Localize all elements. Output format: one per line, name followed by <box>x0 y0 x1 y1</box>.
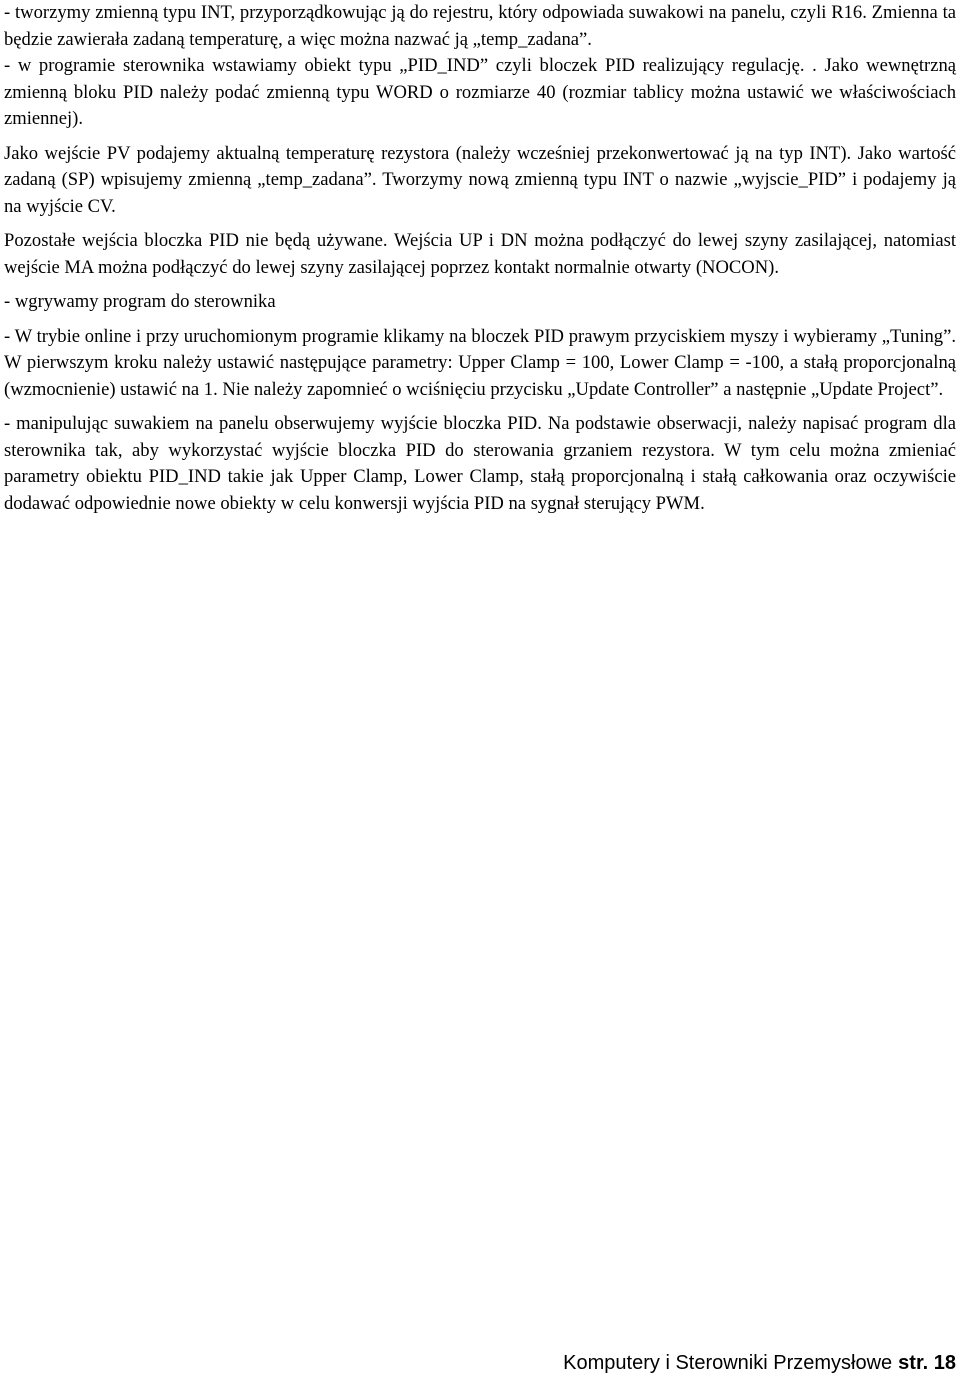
document-body <box>4 0 956 517</box>
paragraph-pid-object: - w programie sterownika wstawiamy obiekt typu „PID_IND” czyli bloczek PID realizujący regulację. . Jako wewnętrzną zmienną bloku PID należy podać zmienną typu WORD o rozmiarze 40 (rozmiar tablicy można ustawić we właściwościach zmiennej). <box>4 55 956 129</box>
paragraph-upload-program: - wgrywamy program do sterownika <box>4 291 276 312</box>
paragraph-observe-output: - manipulując suwakiem na panelu obserwujemy wyjście bloczka PID. Na podstawie obserwacji, należy napisać program dla sterownika tak, aby wykorzystać wyjście bloczka PID do sterowania grzaniem rezystora. W tym celu można zmieniać parametry obiektu PID_IND takie jak Upper Clamp, Lower Clamp, stałą proporcjonalną i stałą całkowania oraz oczywiście dodawać odpowiednie nowe obiekty w celu konwersji wyjścia PID na sygnał sterujący PWM. <box>4 413 956 514</box>
page-footer <box>563 1350 956 1376</box>
page-number: str. 18 <box>898 1352 956 1374</box>
footer-title: Komputery i Sterowniki Przemysłowe <box>563 1352 893 1374</box>
paragraph-other-inputs: Pozostałe wejścia bloczka PID nie będą używane. Wejścia UP i DN można podłączyć do lewej szyny zasilającej, natomiast wejście MA można podłączyć do lewej szyny zasilającej poprzez kontakt normalnie otwarty (NOCON). <box>4 230 956 278</box>
paragraph-tuning: - W trybie online i przy uruchomionym programie klikamy na bloczek PID prawym przyciskiem myszy i wybieramy „Tuning”. W pierwszym kroku należy ustawić następujące parametry: Upper Clamp = 100, Lower Clamp = -100, a stałą proporcjonalną (wzmocnienie) ustawić na 1. Nie należy zapomnieć o wciśnięciu przycisku „Update Controller” a następnie „Update Project”. <box>4 325 956 400</box>
paragraph-create-variable: - tworzymy zmienną typu INT, przyporządkowując ją do rejestru, który odpowiada suwakowi na panelu, czyli R16. Zmienna ta będzie zawierała zadaną temperaturę, a więc można nazwać ją „temp_zadana”. <box>4 2 956 50</box>
paragraph-pid-inputs: Jako wejście PV podajemy aktualną temperaturę rezystora (należy wcześniej przekonwertować ją na typ INT). Jako wartość zadaną (SP) wpisujemy zmienną „temp_zadana”. Tworzymy nową zmienną typu INT o nazwie „wyjscie_PID” i podajemy ją na wyjście CV. <box>4 142 956 217</box>
